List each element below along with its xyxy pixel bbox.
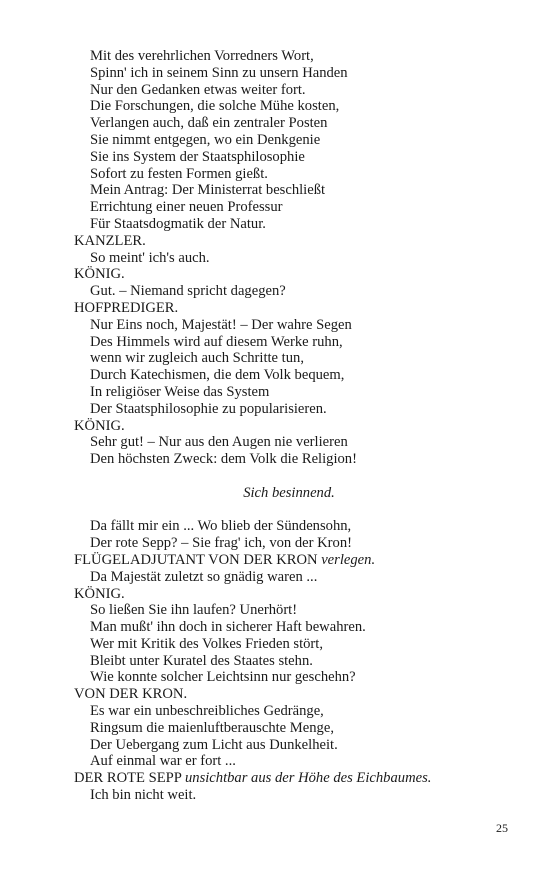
speaker-line — [74, 233, 504, 250]
play-text — [74, 48, 504, 804]
verse-line: In religiöser Weise das System — [90, 383, 270, 400]
verse-line: Bleibt unter Kuratel des Staates stehn. — [90, 652, 313, 669]
verse-line: So ließen Sie ihn laufen? Unerhört! — [90, 602, 298, 619]
verse-line: Die Forschungen, die solche Mühe kosten, — [90, 98, 340, 115]
speaker-line — [74, 418, 504, 435]
speaker-name: KANZLER. — [74, 232, 146, 249]
verse-line: Ich bin nicht weit. — [90, 787, 197, 804]
verse-line: wenn wir zugleich auch Schritte tun, — [90, 350, 304, 367]
verse-line: Sehr gut! – Nur aus den Augen nie verlieren — [90, 434, 348, 451]
blank-line — [74, 468, 504, 485]
stage-direction: Sich besinnend. — [243, 484, 335, 501]
verse-line: Nur Eins noch, Majestät! – Der wahre Segen — [90, 316, 352, 333]
stage-direction: verlegen. — [321, 551, 376, 568]
verse-line: Es war ein unbeschreibliches Gedränge, — [90, 703, 324, 720]
speaker-line — [74, 770, 504, 787]
verse-line: Auf einmal war er fort ... — [90, 753, 236, 770]
speaker-line — [74, 300, 504, 317]
speaker-line — [74, 686, 504, 703]
stage-direction: unsichtbar aus der Höhe des Eichbaumes. — [184, 770, 432, 787]
verse-line: Sie nimmt entgegen, wo ein Denkgenie — [90, 131, 321, 148]
verse-line: Wer mit Kritik des Volkes Frieden stört, — [90, 635, 323, 652]
verse-line: Errichtung einer neuen Professur — [90, 199, 283, 216]
verse-line: Mein Antrag: Der Ministerrat beschließt — [90, 182, 326, 199]
speaker-name: DER ROTE SEPP — [74, 770, 182, 787]
speaker-line — [74, 586, 504, 603]
verse-line: Der rote Sepp? – Sie frag' ich, von der Kron! — [90, 535, 352, 552]
verse-line: Den höchsten Zweck: dem Volk die Religion! — [90, 451, 357, 468]
speaker-name: VON DER KRON. — [74, 686, 188, 703]
verse-line: Verlangen auch, daß ein zentraler Posten — [90, 115, 328, 132]
blank-line — [74, 502, 504, 519]
verse-line: Des Himmels wird auf diesem Werke ruhn, — [90, 333, 343, 350]
verse-line: Der Staatsphilosophie zu popularisieren. — [90, 400, 327, 417]
verse-line: Wie konnte solcher Leichtsinn nur geschehn? — [90, 669, 356, 686]
verse-line: Ringsum die maienluftberauschte Menge, — [90, 719, 334, 736]
speaker-name: KÖNIG. — [74, 417, 125, 434]
speaker-line — [74, 266, 504, 283]
verse-line: Gut. – Niemand spricht dagegen? — [90, 283, 286, 300]
verse-line: Da fällt mir ein ... Wo blieb der Sündensohn, — [90, 518, 352, 535]
verse-line: So meint' ich's auch. — [90, 249, 210, 266]
verse-line: Nur den Gedanken etwas weiter fort. — [90, 81, 306, 98]
speaker-name: FLÜGELADJUTANT VON DER KRON — [74, 551, 318, 568]
verse-line: Sie ins System der Staatsphilosophie — [90, 148, 305, 165]
speaker-name: KÖNIG. — [74, 266, 125, 283]
verse-line: Für Staatsdogmatik der Natur. — [90, 215, 266, 232]
verse-line: Man mußt' ihn doch in sicherer Haft bewahren. — [90, 619, 366, 636]
speaker-line — [74, 552, 504, 569]
verse-line: Da Majestät zuletzt so gnädig waren ... — [90, 568, 318, 585]
verse-line: Durch Katechismen, die dem Volk bequem, — [90, 367, 345, 384]
speaker-name: KÖNIG. — [74, 585, 125, 602]
verse-line: Sofort zu festen Formen gießt. — [90, 165, 268, 182]
verse-line: Mit des verehrlichen Vorredners Wort, — [90, 48, 314, 64]
verse-line: Der Uebergang zum Licht aus Dunkelheit. — [90, 736, 338, 753]
page-number: 25 — [496, 821, 508, 835]
verse-line: Spinn' ich in seinem Sinn zu unsern Handen — [90, 64, 348, 81]
speaker-name: HOFPREDIGER. — [74, 299, 179, 316]
